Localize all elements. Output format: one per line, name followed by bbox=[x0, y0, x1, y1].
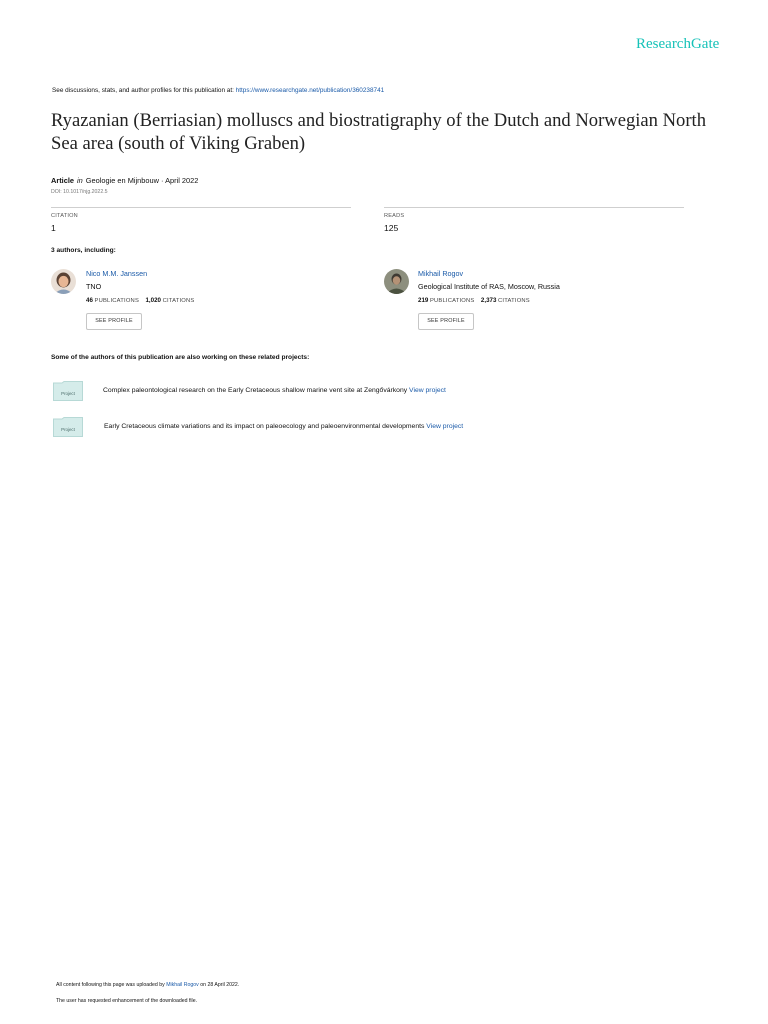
project-icon-label: Project bbox=[61, 427, 75, 432]
reads-value: 125 bbox=[384, 223, 399, 233]
discussion-line bbox=[52, 87, 384, 94]
author-stats bbox=[86, 297, 194, 304]
citation-label: CITATION bbox=[51, 213, 78, 219]
reads-label: READS bbox=[384, 213, 405, 219]
project-folder-icon bbox=[53, 417, 83, 437]
project-title: Early Cretaceous climate variations and its impact on paleoecology and paleoenvironmental developments bbox=[104, 423, 425, 430]
citation-value: 1 bbox=[51, 223, 56, 233]
publication-title: Ryazanian (Berriasian) molluscs and biostratigraphy of the Dutch and Norwegian North Sea area (south of Viking Graben) bbox=[51, 110, 707, 154]
author-affiliation: TNO bbox=[86, 282, 102, 291]
authors-heading: 3 authors, including: bbox=[51, 247, 116, 254]
discussion-text: See discussions, stats, and author profiles for this publication at: bbox=[52, 87, 234, 94]
divider-right bbox=[384, 207, 684, 208]
citations-label: CITATIONS bbox=[162, 298, 195, 304]
author-name-link[interactable]: Mikhail Rogov bbox=[418, 269, 464, 278]
project-item bbox=[103, 387, 446, 394]
author-stats bbox=[418, 297, 530, 304]
journal-name: Geologie en Mijnbouw bbox=[85, 176, 159, 185]
see-profile-button[interactable]: SEE PROFILE bbox=[86, 313, 142, 330]
publications-label: PUBLICATIONS bbox=[94, 298, 140, 304]
see-profile-button[interactable]: SEE PROFILE bbox=[418, 313, 474, 330]
divider-left bbox=[51, 207, 351, 208]
publications-label: PUBLICATIONS bbox=[429, 298, 475, 304]
avatar-nico-janssen[interactable] bbox=[51, 269, 76, 294]
publication-url-link[interactable]: https://www.researchgate.net/publication/360238741 bbox=[235, 87, 385, 94]
publications-count: 219 bbox=[418, 297, 429, 304]
author-affiliation: Geological Institute of RAS, Moscow, Russia bbox=[418, 282, 560, 291]
upload-note bbox=[56, 982, 239, 988]
author-name-link[interactable]: Nico M.M. Janssen bbox=[86, 269, 148, 278]
enhancement-note: The user has requested enhancement of the downloaded file. bbox=[56, 998, 198, 1004]
upload-prefix: All content following this page was uploaded by bbox=[56, 982, 165, 988]
project-title: Complex paleontological research on the Early Cretaceous shallow marine vent site at Zengővárkony bbox=[103, 387, 408, 394]
upload-suffix: on 28 April 2022. bbox=[200, 982, 240, 988]
citations-label: CITATIONS bbox=[498, 298, 530, 304]
citations-count: 1,020 bbox=[145, 297, 161, 304]
view-project-link[interactable]: View project bbox=[409, 387, 446, 394]
uploader-link[interactable]: Mikhail Rogov bbox=[166, 982, 199, 988]
article-type: Article bbox=[51, 176, 75, 185]
in-word: in bbox=[77, 176, 83, 185]
projects-heading: Some of the authors of this publication are also working on these related projects: bbox=[51, 354, 310, 361]
doi: DOI: 10.1017/njg.2022.5 bbox=[51, 189, 108, 195]
project-icon-label: Project bbox=[61, 391, 75, 396]
publication-meta bbox=[51, 176, 198, 185]
publication-date: · April 2022 bbox=[160, 176, 199, 185]
view-project-link[interactable]: View project bbox=[426, 423, 464, 430]
researchgate-logo[interactable]: ResearchGate bbox=[636, 36, 720, 52]
avatar-mikhail-rogov[interactable] bbox=[384, 269, 409, 294]
citations-count: 2,373 bbox=[480, 297, 497, 304]
project-item bbox=[104, 423, 463, 430]
publications-count: 46 bbox=[86, 297, 93, 304]
project-folder-icon bbox=[53, 381, 83, 401]
